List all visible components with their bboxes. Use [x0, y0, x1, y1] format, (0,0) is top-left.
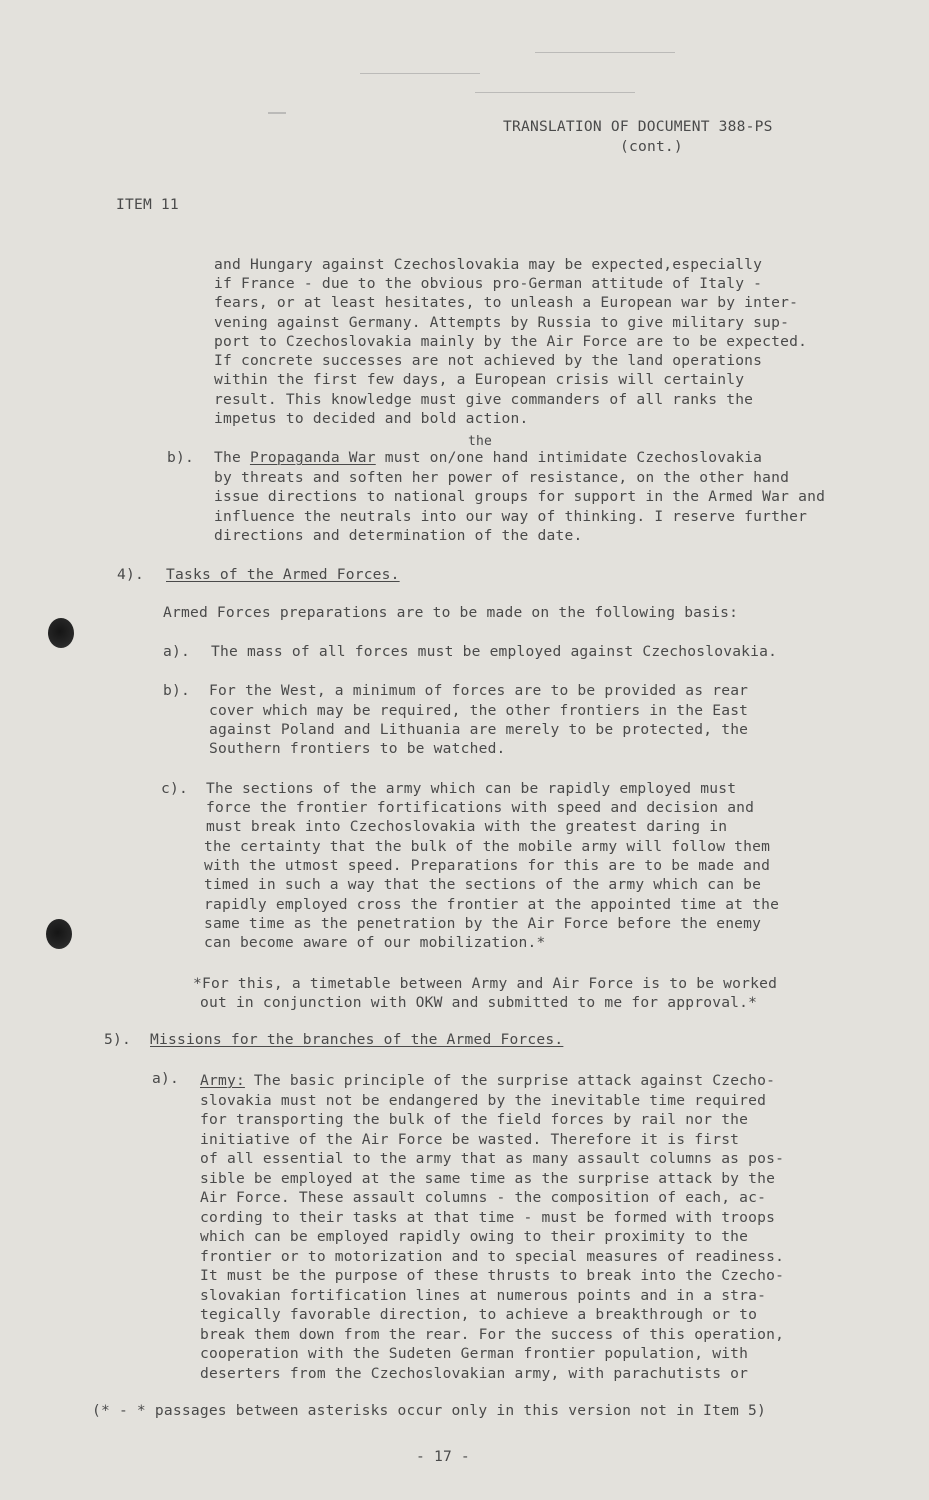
text-fragment: The — [214, 449, 250, 466]
document-title-cont: (cont.) — [620, 138, 683, 155]
text-line: with the utmost speed. Preparations for this are to be made and — [204, 857, 771, 874]
text-line: timed in such a way that the sections of the army which can be — [204, 876, 762, 893]
footnote-line: *For this, a timetable between Army and Air Force is to be worked — [193, 975, 778, 992]
text-line: For the West, a minimum of forces are to be provided as rear — [209, 682, 749, 699]
text-line: deserters from the Czechoslovakian army, with parachutists or — [200, 1365, 749, 1382]
item-label-b: b). — [167, 449, 194, 466]
text-line: Southern frontiers to be watched. — [209, 740, 506, 757]
text-line: If concrete successes are not achieved by the land operations — [214, 352, 763, 369]
text-line: force the frontier fortifications with speed and decision and — [206, 799, 755, 816]
text-line: slovakian fortification lines at numerous points and in a stra- — [200, 1287, 767, 1304]
stray-mark — [268, 112, 286, 114]
text-line: frontier or to motorization and to special measures of readiness. — [200, 1248, 785, 1265]
text-line — [214, 449, 762, 466]
section-heading: Tasks of the Armed Forces. — [166, 566, 400, 583]
footnote-line: out in conjunction with OKW and submitted to me for approval.* — [200, 994, 758, 1011]
item-label: ITEM 11 — [116, 196, 179, 213]
text-line: cooperation with the Sudeten German frontier population, with — [200, 1345, 749, 1362]
punch-hole-icon — [48, 618, 74, 648]
item-label-a: a). — [163, 643, 190, 660]
text-line: impetus to decided and bold action. — [214, 410, 529, 427]
text-line: rapidly employed cross the frontier at the appointed time at the — [204, 896, 780, 913]
stray-mark — [475, 92, 635, 93]
text-line: result. This knowledge must give commanders of all ranks the — [214, 391, 754, 408]
section-heading: Missions for the branches of the Armed Forces. — [150, 1031, 564, 1048]
text-line: the certainty that the bulk of the mobile army will follow them — [204, 838, 771, 855]
text-line — [200, 1072, 775, 1089]
section-number: 4). — [117, 566, 144, 583]
branch-title: Army: — [200, 1072, 245, 1089]
text-line: must break into Czechoslovakia with the greatest daring in — [206, 818, 728, 835]
text-line: against Poland and Lithuania are merely to be protected, the — [209, 721, 749, 738]
item-label-a: a). — [152, 1070, 179, 1087]
bottom-note: (* - * passages between asterisks occur only in this version not in Item 5) — [92, 1402, 766, 1419]
text-line: cover which may be required, the other frontiers in the East — [209, 702, 749, 719]
text-line: Armed Forces preparations are to be made on the following basis: — [163, 604, 739, 621]
text-line: Air Force. These assault columns - the composition of each, ac- — [200, 1189, 767, 1206]
text-line: issue directions to national groups for support in the Armed War and — [214, 488, 826, 505]
text-line: can become aware of our mobilization.* — [204, 934, 546, 951]
text-line: directions and determination of the date. — [214, 527, 583, 544]
text-line: vening against Germany. Attempts by Russia to give military sup- — [214, 314, 790, 331]
text-line: tegically favorable direction, to achieve a breakthrough or to — [200, 1306, 758, 1323]
punch-hole-icon — [46, 919, 72, 949]
stray-mark — [535, 52, 675, 53]
text-line: if France - due to the obvious pro-German attitude of Italy - — [214, 275, 763, 292]
text-line: same time as the penetration by the Air Force before the enemy — [204, 915, 762, 932]
document-title: TRANSLATION OF DOCUMENT 388-PS — [503, 118, 773, 135]
text-line: cording to their tasks at that time - must be formed with troops — [200, 1209, 776, 1226]
text-line: sible be employed at the same time as the surprise attack by the — [200, 1170, 776, 1187]
text-line: fears, or at least hesitates, to unleash a European war by inter- — [214, 294, 799, 311]
text-line: for transporting the bulk of the field forces by rail nor the — [200, 1111, 749, 1128]
superscript-insert: the — [468, 434, 493, 449]
text-line: within the first few days, a European crisis will certainly — [214, 371, 745, 388]
text-line: which can be employed rapidly owing to their proximity to the — [200, 1228, 749, 1245]
text-line: by threats and soften her power of resistance, on the other hand — [214, 469, 790, 486]
stray-mark — [360, 73, 480, 74]
text-fragment: The basic principle of the surprise attack against Czecho- — [244, 1072, 776, 1089]
text-line: of all essential to the army that as many assault columns as pos- — [200, 1150, 785, 1167]
text-line: The mass of all forces must be employed against Czechoslovakia. — [211, 643, 778, 660]
page-number: - 17 - — [416, 1448, 470, 1465]
text-line: break them down from the rear. For the success of this operation, — [200, 1326, 785, 1343]
text-line: The sections of the army which can be rapidly employed must — [206, 780, 737, 797]
text-line: slovakia must not be endangered by the inevitable time required — [200, 1092, 767, 1109]
text-line: It must be the purpose of these thrusts to break into the Czecho- — [200, 1267, 785, 1284]
text-line: and Hungary against Czechoslovakia may be expected,especially — [214, 256, 763, 273]
text-fragment: must on/one hand intimidate Czechoslovakia — [375, 449, 763, 466]
item-label-c: c). — [161, 780, 188, 797]
section-number: 5). — [104, 1031, 131, 1048]
text-line: influence the neutrals into our way of thinking. I reserve further — [214, 508, 808, 525]
text-line: port to Czechoslovakia mainly by the Air Force are to be expected. — [214, 333, 808, 350]
underlined-term: Propaganda War — [249, 449, 376, 466]
item-label-b: b). — [163, 682, 190, 699]
text-line: initiative of the Air Force be wasted. Therefore it is first — [200, 1131, 740, 1148]
